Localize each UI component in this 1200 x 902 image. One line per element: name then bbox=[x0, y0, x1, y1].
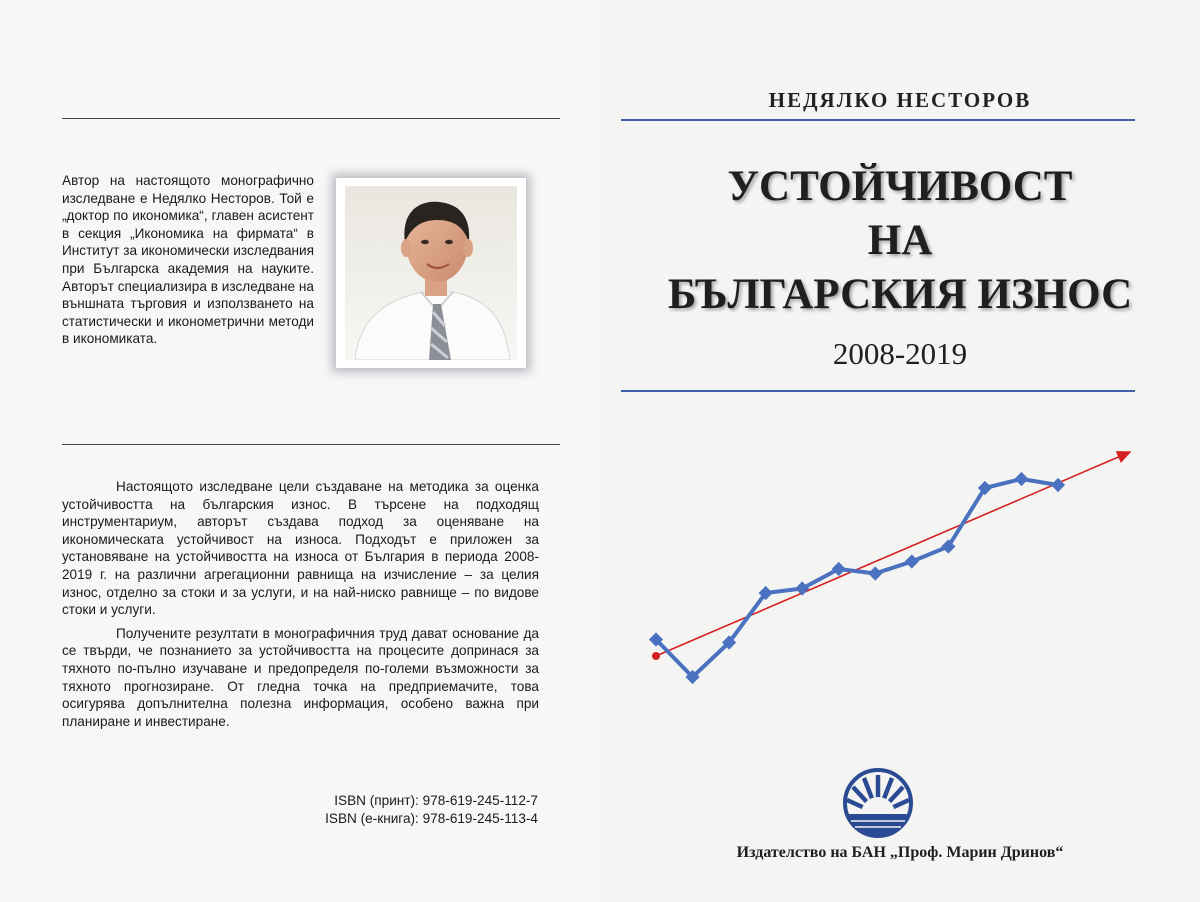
bottom-blue-rule bbox=[621, 390, 1135, 392]
isbn-print: ISBN (принт): 978-619-245-112-7 bbox=[334, 793, 538, 808]
title-line: НА bbox=[867, 217, 933, 264]
data-point bbox=[1014, 472, 1028, 486]
data-point bbox=[795, 581, 809, 595]
isbn-block bbox=[325, 792, 538, 827]
author-photo bbox=[336, 178, 526, 368]
front-cover bbox=[600, 0, 1200, 902]
abstract bbox=[62, 478, 539, 736]
abstract-paragraph: Настоящото изследване цели създаване на методика за оценка устойчивостта на българския износ. В търсене на подходящ инструментариум, авторът създава подход за оценяване на икономическата устойчивост на износа. Подходът е приложен за установяване на устойчивостта на износа от България в периода 2008-2019 г. на различни агрегационни равнища на изчисление – за целия износ, отделно за стоки и за услуги, и на най-ниско равнище – по видове стоки и услуги. bbox=[62, 479, 539, 618]
abstract-paragraph: Получените резултати в монографичния труд дават основание да се твърди, че познанието за устойчивостта на процесите допринася за тяхното по-пълно изучаване и предопределя по-големи възможности за тяхното прогнозиране. От гледна точка на предприемачите, това осигурява допълнителна полезна информация, особено важна при планиране и инвестиране. bbox=[62, 625, 539, 729]
author-bio: Автор на настоящото монографично изследване е Недялко Несторов. Той е „доктор по икономика“, главен асистент в секция „Икономика на фирмата“ в Институт за икономически изследвания при Българска академия на науките. Авторът специализира в изследване на външната търговия и използването на статистически и иконометрични методи в икономиката. bbox=[62, 173, 314, 347]
data-point bbox=[832, 562, 846, 576]
cover-line-chart bbox=[638, 418, 1138, 708]
top-divider bbox=[62, 118, 560, 119]
title-line: УСТОЙЧИВОСТ bbox=[727, 163, 1073, 210]
data-point bbox=[868, 566, 882, 580]
title-line: БЪЛГАРСКИЯ ИЗНОС bbox=[667, 271, 1133, 318]
publisher: Издателство на БАН „Проф. Марин Дринов“ bbox=[736, 844, 1064, 861]
data-point bbox=[905, 554, 919, 568]
top-blue-rule bbox=[621, 119, 1135, 121]
ban-logo-icon bbox=[841, 766, 915, 840]
cover-author-name: НЕДЯЛКО НЕСТОРОВ bbox=[768, 88, 1032, 112]
book-title bbox=[600, 160, 1200, 322]
middle-divider bbox=[62, 444, 560, 445]
trend-start-point bbox=[652, 652, 660, 660]
isbn-ebook: ISBN (е-книга): 978-619-245-113-4 bbox=[325, 810, 538, 826]
book-years: 2008-2019 bbox=[832, 336, 968, 371]
